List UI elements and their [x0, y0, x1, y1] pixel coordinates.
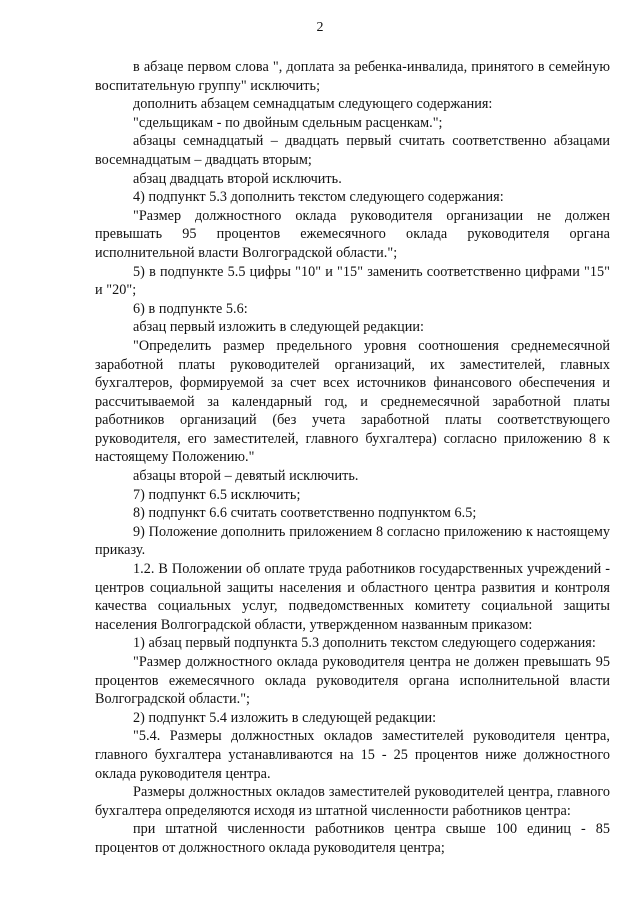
- page-number: 2: [316, 20, 324, 35]
- paragraph: "Определить размер предельного уровня соотношения среднемесячной заработной платы руководителей организаций, их заместителей, главных бухгалтеров, формируемой за счет всех источников финансового обеспечения и рассчитываемой за календарный год, и среднемесячной заработной платы работников организаций (без учета заработной платы соответствующего руководителя, его заместителей, главного бухгалтера) согласно приложению 8 к настоящему Положению.": [95, 337, 610, 466]
- paragraph: абзацы семнадцатый – двадцать первый считать соответственно абзацами восемнадцатым – двадцать вторым;: [95, 133, 610, 168]
- paragraph: 4) подпункт 5.3 дополнить текстом следующего содержания:: [133, 189, 504, 206]
- paragraph: дополнить абзацем семнадцатым следующего содержания:: [133, 96, 493, 113]
- paragraph: "Размер должностного оклада руководителя организации не должен превышать 95 процентов ежемесячного оклада руководителя органа исполнительной власти Волгоградской области.";: [95, 207, 610, 261]
- document-body: [95, 58, 610, 858]
- paragraph: 6) в подпункте 5.6:: [133, 300, 248, 317]
- paragraph: "Размер должностного оклада руководителя центра не должен превышать 95 процентов ежемесячного оклада руководителя органа исполнительной власти Волгоградской области.";: [95, 654, 610, 708]
- paragraph: при штатной численности работников центра свыше 100 единиц - 85 процентов от должностного оклада руководителя центра;: [95, 821, 610, 856]
- paragraph: 1.2. В Положении об оплате труда работников государственных учреждений - центров социальной защиты населения и областного центра развития и контроля качества социальных услуг, подведомственных комитету социальной защиты населения Волгоградской области, утвержденном названным приказом:: [95, 561, 610, 633]
- paragraph: 7) подпункт 6.5 исключить;: [133, 486, 301, 503]
- paragraph: 8) подпункт 6.6 считать соответственно подпунктом 6.5;: [133, 505, 477, 522]
- paragraph: "сдельщикам - по двойным сдельным расценкам.";: [133, 114, 443, 131]
- paragraph: 9) Положение дополнить приложением 8 согласно приложению к настоящему приказу.: [95, 523, 610, 559]
- paragraph: 5) в подпункте 5.5 цифры "10" и "15" заменить соответственно цифрами "15" и "20";: [95, 263, 610, 299]
- paragraph: 2) подпункт 5.4 изложить в следующей редакции:: [133, 709, 437, 726]
- paragraph: Размеры должностных окладов заместителей руководителей центра, главного бухгалтера определяются исходя из штатной численности работников центра:: [95, 784, 610, 819]
- paragraph: абзац первый изложить в следующей редакции:: [133, 319, 425, 336]
- paragraph: абзац двадцать второй исключить.: [133, 170, 342, 187]
- paragraph: 1) абзац первый подпункта 5.3 дополнить текстом следующего содержания:: [133, 635, 596, 652]
- paragraph: абзацы второй – девятый исключить.: [133, 468, 359, 485]
- paragraph: "5.4. Размеры должностных окладов заместителей руководителя центра, главного бухгалтера устанавливаются на 15 - 25 процентов ниже должностного оклада руководителя центра.: [95, 728, 610, 782]
- paragraph: в абзаце первом слова ", доплата за ребенка-инвалида, принятого в семейную воспитательную группу" исключить;: [95, 59, 610, 94]
